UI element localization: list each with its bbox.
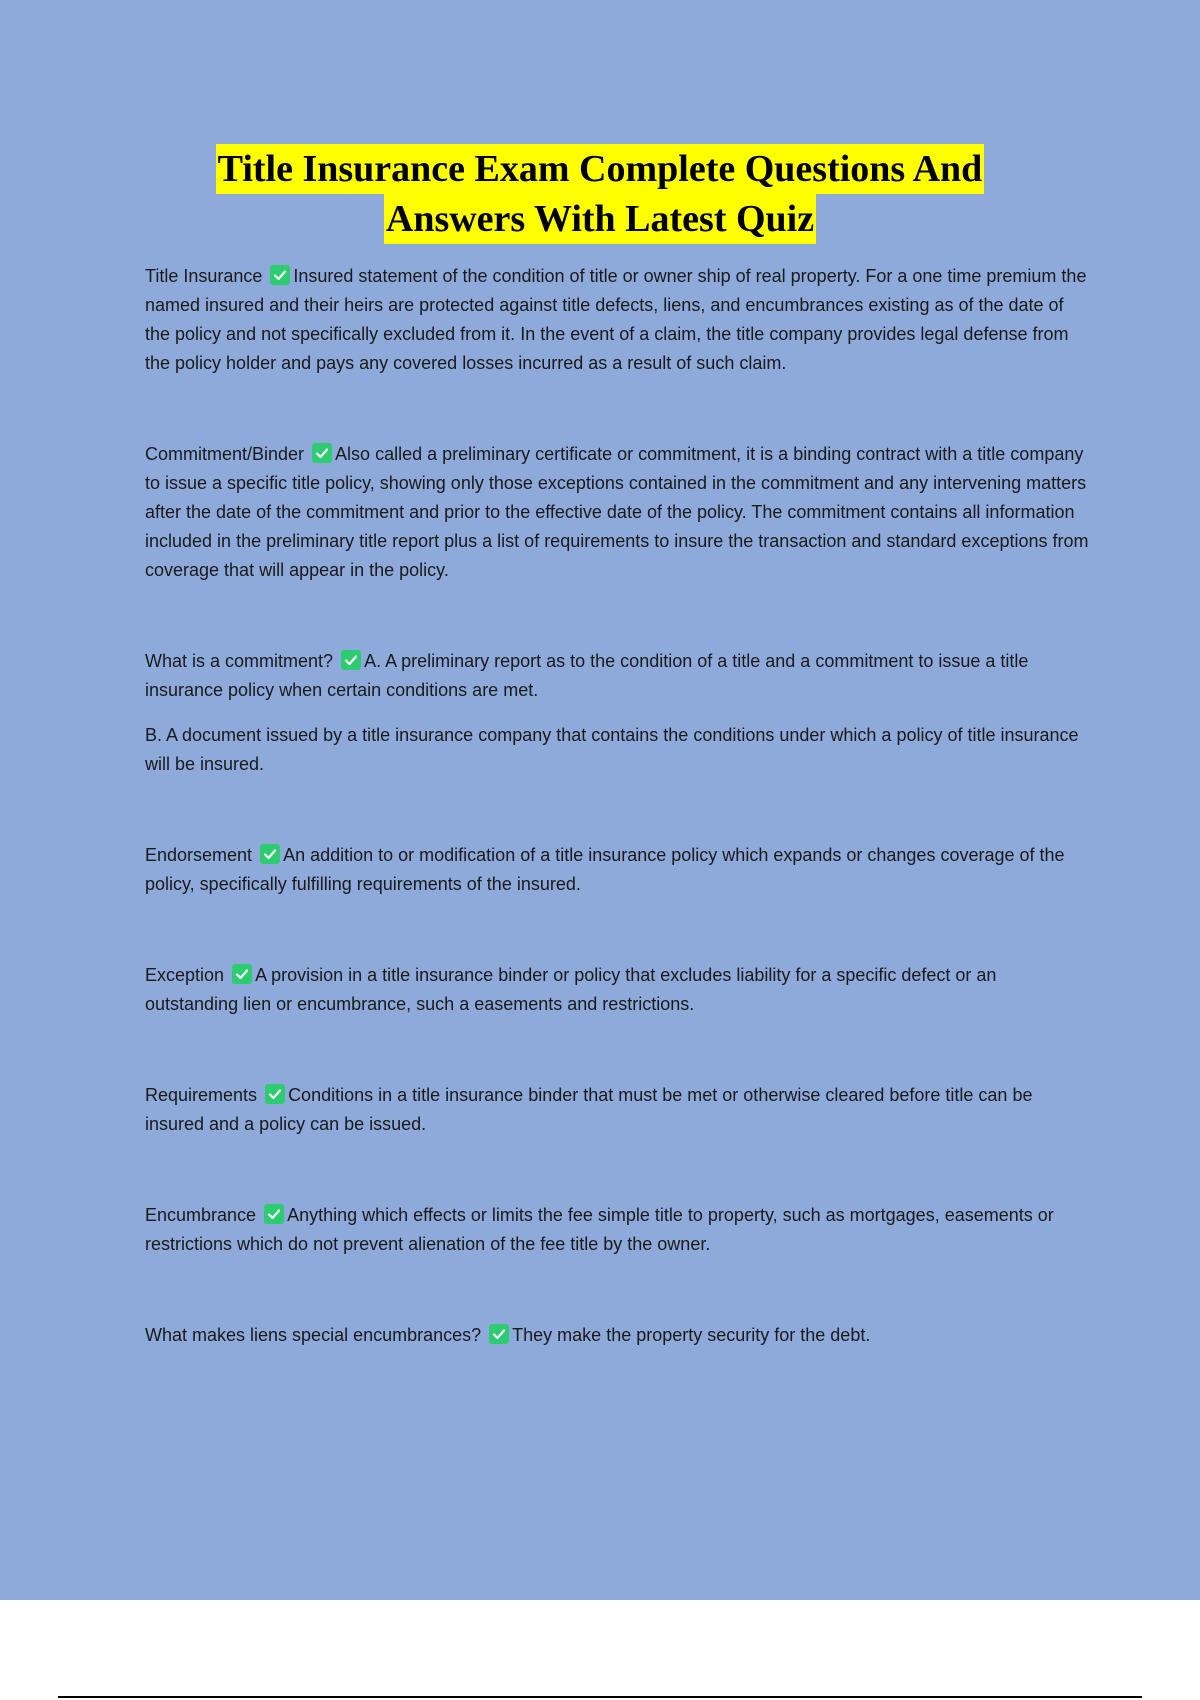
qa-answer: A provision in a title insurance binder or policy that excludes liability for a specific defect or an outstanding lien or encumbrance, such a easements and restrictions. [145, 965, 997, 1014]
qa-list [145, 262, 1090, 1350]
qa-answer: Anything which effects or limits the fee simple title to property, such as mortgages, easements or restrictions which do not prevent alienation of the fee title by the owner. [145, 1205, 1054, 1254]
qa-answer: Also called a preliminary certificate or commitment, it is a binding contract with a title company to issue a specific title policy, showing only those exceptions contained in the commitment and any intervening matters after the date of the commitment and prior to the effective date of the policy. The commitment contains all information included in the preliminary title report plus a list of requirements to insure the transaction and standard exceptions from coverage that will appear in the policy. [145, 444, 1089, 580]
qa-answer: An addition to or modification of a title insurance policy which expands or changes coverage of the policy, specifically fulfilling requirements of the insured. [145, 845, 1065, 894]
qa-term: Requirements [145, 1085, 258, 1105]
qa-item [145, 647, 1090, 779]
checkmark-icon [489, 1324, 509, 1344]
qa-term: What makes liens special encumbrances? [145, 1325, 482, 1345]
qa-item [145, 1321, 1090, 1350]
checkmark-icon [265, 1084, 285, 1104]
qa-term: Commitment/Binder [145, 444, 305, 464]
qa-term: Endorsement [145, 845, 253, 865]
qa-answer-extra: B. A document issued by a title insurance company that contains the conditions under which a policy of title insurance will be insured. [145, 725, 1079, 774]
title-line-2: Answers With Latest Quiz [384, 194, 816, 244]
qa-item [145, 440, 1090, 585]
qa-term: What is a commitment? [145, 651, 334, 671]
page-title [0, 144, 1200, 244]
title-line-1: Title Insurance Exam Complete Questions And [216, 144, 985, 194]
qa-item [145, 1201, 1090, 1259]
qa-answer: Conditions in a title insurance binder that must be met or otherwise cleared before title can be insured and a policy can be issued. [145, 1085, 1033, 1134]
checkmark-icon [260, 844, 280, 864]
checkmark-icon [341, 650, 361, 670]
qa-item [145, 262, 1090, 378]
qa-term: Exception [145, 965, 225, 985]
checkmark-icon [312, 443, 332, 463]
qa-term: Title Insurance [145, 266, 263, 286]
qa-answer: Insured statement of the condition of title or owner ship of real property. For a one time premium the named insured and their heirs are protected against title defects, liens, and encumbrances existing as of the date of the policy and not specifically excluded from it. In the event of a claim, the title company provides legal defense from the policy holder and pays any covered losses incurred as a result of such claim. [145, 266, 1087, 373]
qa-term: Encumbrance [145, 1205, 257, 1225]
qa-item [145, 1081, 1090, 1139]
qa-item [145, 961, 1090, 1019]
qa-answer: They make the property security for the debt. [512, 1325, 871, 1345]
qa-item [145, 841, 1090, 899]
checkmark-icon [264, 1204, 284, 1224]
checkmark-icon [270, 265, 290, 285]
footer-divider [58, 1696, 1142, 1698]
checkmark-icon [232, 964, 252, 984]
qa-answer: A. A preliminary report as to the condition of a title and a commitment to issue a title insurance policy when certain conditions are met. [145, 651, 1029, 700]
